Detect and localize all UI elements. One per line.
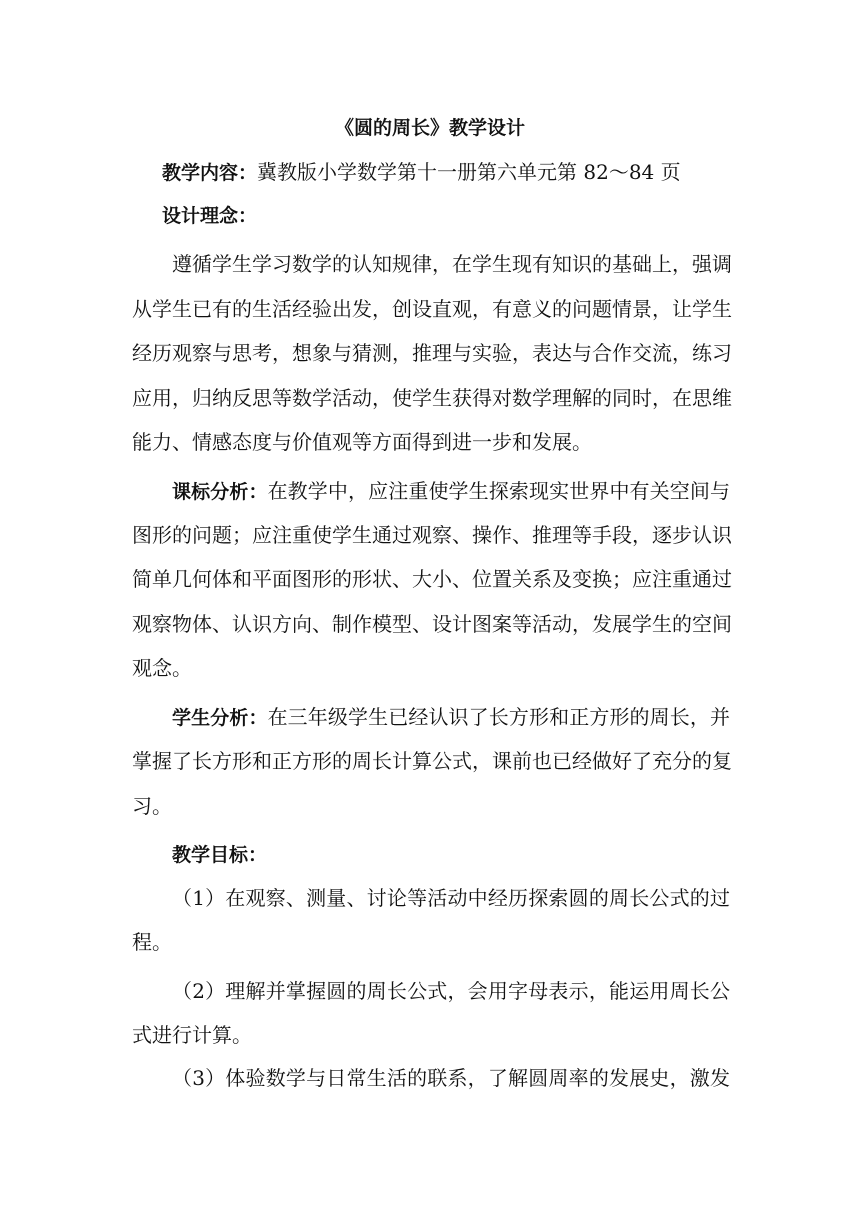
curriculum-analysis-label: 课标分析：: [172, 481, 268, 503]
goal-item-line: （3）体验数学与日常生活的联系，了解圆周率的发展史，激发: [172, 1066, 730, 1090]
teaching-content-label: 教学内容：: [162, 162, 258, 184]
concept-paragraph-line: 应用，归纳反思等数学活动，使学生获得对数学理解的同时，在思维: [132, 386, 732, 410]
goal-item-line: （1）在观察、测量、讨论等活动中经历探索圆的周长公式的过: [172, 886, 730, 910]
design-concept-heading: [162, 201, 760, 230]
teaching-content-text: 冀教版小学数学第十一册第六单元第 82～84 页: [257, 160, 681, 184]
concept-paragraph-line: 从学生已有的生活经验出发，创设直观，有意义的问题情景，让学生: [132, 297, 732, 321]
student-analysis-text: 在三年级学生已经认识了长方形和正方形的周长，并: [267, 705, 730, 729]
goal-item-line: 程。: [132, 930, 172, 954]
concept-paragraph-line: 遵循学生学习数学的认知规律，在学生现有知识的基础上，强调: [172, 252, 732, 276]
teaching-goals-label: 教学目标：: [172, 844, 268, 866]
curriculum-analysis-text: 在教学中，应注重使学生探索现实世界中有关空间与: [267, 479, 730, 503]
student-analysis-line: [172, 703, 730, 732]
curriculum-analysis-line: [172, 477, 730, 506]
document-title: 《圆的周长》教学设计: [334, 117, 525, 139]
curriculum-paragraph-line: 观念。: [132, 656, 192, 680]
student-paragraph-line: 习。: [132, 794, 172, 818]
student-analysis-label: 学生分析：: [172, 707, 268, 729]
design-concept-label: 设计理念：: [162, 205, 258, 227]
teaching-content-line: [162, 158, 732, 187]
curriculum-paragraph-line: 图形的问题；应注重使学生通过观察、操作、推理等手段，逐步认识: [132, 523, 732, 547]
teaching-goals-heading: [172, 840, 770, 869]
student-paragraph-line: 掌握了长方形和正方形的周长计算公式，课前也已经做好了充分的复: [132, 749, 732, 773]
goal-item-line: 式进行计算。: [132, 1023, 252, 1047]
concept-paragraph-line: 能力、情感态度与价值观等方面得到进一步和发展。: [132, 430, 592, 454]
goal-item-line: （2）理解并掌握圆的周长公式，会用字母表示，能运用周长公: [172, 979, 730, 1003]
curriculum-paragraph-line: 简单几何体和平面图形的形状、大小、位置关系及变换；应注重通过: [132, 567, 732, 591]
concept-paragraph-line: 经历观察与思考，想象与猜测，推理与实验，表达与合作交流，练习: [132, 341, 732, 365]
curriculum-paragraph-line: 观察物体、认识方向、制作模型、设计图案等活动，发展学生的空间: [132, 612, 732, 636]
